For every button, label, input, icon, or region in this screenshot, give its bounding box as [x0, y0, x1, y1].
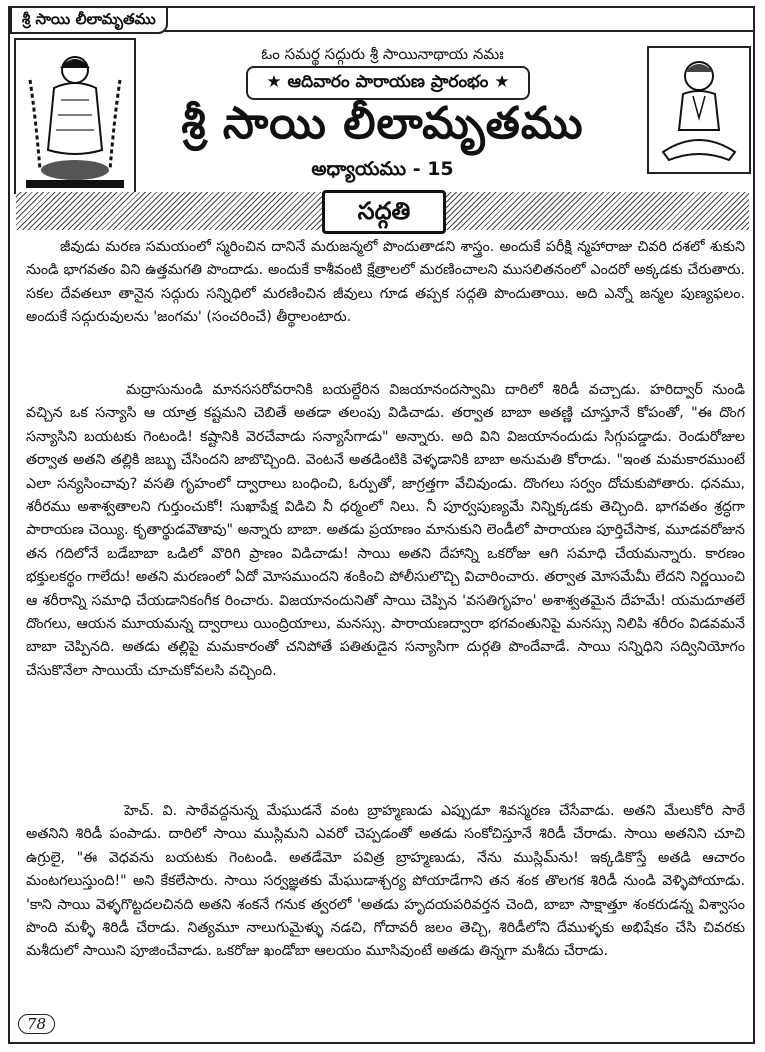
page-number: 78 — [18, 1014, 55, 1034]
parayana-banner: ★ ఆదివారం పారాయణ ప్రారంభం ★ — [246, 66, 530, 100]
body-paragraph-3 — [26, 800, 745, 964]
paragraph-text: హెచ్. వి. సాఠేవద్దనున్న మేఘుడనే వంట బ్రాహ్మణుడు ఎప్పుడూ శివస్మరణ చేసేవాడు. అతని మేలుకోరి సాఠే అతనిని శిరిడీ పంపాడు. దారిలో సాయి ముస్లిమని ఎవరో చెప్పడంతో అతడు సంకోచిస్తూనే శిరిడీ చేరాడు. సాయి అతనిని చూచి ఉగ్రులై, "ఈ వెధవను బయటకు గెంటండి. అతడేమో పవిత్ర బ్రాహ్మణుడు, నేను ముస్లిమ్‌ను! ఇక్కడికొస్తే అతడి ఆచారం మంటగలుస్తుంది!" అని కేకలేసారు. సాయి సర్వజ్ఞతకు మేఘుడాశ్చర్య పోయాడేగాని తన శంక తొలగక శిరిడీ నుండి వెళ్ళిపోయాడు. 'కాని సాయి వెళ్ళగొట్టదలచినది అతని శంకనే గనుక త్వరలో 'అతడు హృదయపరివర్తన చెంది, బాబా సాక్షాత్తూ శంకరుడన్న విశ్వాసం పొంది మళ్ళీ శిరిడీ చేరాడు. నిత్యమూ నాలుగుమైళ్ళు నడచి, గోదావరీ జలం తెచ్చి, శిరిడీలోని దేముళ్ళకు అభిషేకం చేసి చివరకు మశీదులో సాయిని పూజించేవాడు. ఒకరోజు ఖండోబా ఆలయం మూసివుంటే అతడు తిన్నగా మశీదు చేరాడు. — [26, 803, 745, 960]
body-paragraph-2 — [26, 379, 745, 683]
section-title: సద్గతి — [322, 190, 446, 234]
paragraph-text: జీవుడు మరణ సమయంలో స్మరించిన దానినే మరుజన్మలో పొందుతాడని శాస్త్రం. అందుకే పరీక్షి న్మహారాజు చివరి దశలో శుకుని నుండి భాగవతం విని ఉత్తమగతి పొందాడు. అందుకే కాశీవంటి క్షేత్రాలలో మరణించాలని ముసలితనంలో ఎందరో అక్కడకు చేరుతారు. సకల దేవతలూ తానైన సద్గురు సన్నిధిలో మరణించిన జీవులు గూడ తప్పక సద్గతి పొందుతాయి. అది ఎన్నో జన్మల పుణ్యఫలం. అందుకే సద్గురువులను 'జంగమ' (సంచరించే) తీర్థాలంటారు. — [26, 239, 745, 326]
chapter-heading: అధ్యాయము - 15 — [311, 158, 454, 180]
running-title: శ్రీ సాయి లీలామృతము — [10, 6, 168, 34]
page-title: శ్రీ సాయి లీలామృతము — [181, 98, 584, 149]
body-paragraph-1 — [26, 236, 745, 330]
paragraph-text: మద్రాసునుండి మానససరోవరానికి బయల్దేరిన విజయానందస్వామి దారిలో శిరిడీ వచ్చాడు. హరిద్వార్ నుండి వచ్చిన ఒక సన్యాసి ఆ యాత్ర కష్టమని చెబితే అతడా తలంపు విడిచాడు. తర్వాత బాబా అతణ్ణి చూస్తూనే కోపంతో, "ఈ దొంగ సన్యాసిని బయటకు గెంటండి! కష్టానికి వెరచేవాడు సన్యాసేగాడు" అన్నారు. అది విని విజయానందుడు సిగ్గుపడ్డాడు. రెండురోజుల తర్వాత అతని తల్లికి జబ్బు చేసిందని జాబొచ్చింది. వెంటనే అతడింటికి వెళ్ళడానికి బాబా అనుమతి కోరాడు. "ఇంత మమకారముంటే ఎలా సన్యసించావు? వసతి గృహంలో ద్వారాలు బంధించి, ఓర్పుతో, జాగ్రత్తగా వేచివుండు. దొంగలు సర్వం దోచుకుపోతారు. ధనము, శరీరము అశాశ్వతాలని గుర్తుంచుకో! సుఖాపేక్ష విడిచి నీ ధర్మంలో నిలు. నీ పూర్వపుణ్యమే నిన్నిక్కడకు తెచ్చింది. భాగవతం శ్రద్ధగా పారాయణ చెయ్యి. కృతార్థుడవౌతావు" అన్నారు బాబా. అతడు ప్రయాణం మానుకుని లెండీలో పారాయణ పూర్తిచేసాక, మూడవరోజున తన గదిలోనే బడేబాబా ఒడిలో వొరిగి ప్రాణం విడిచాడు! సాయి అతని దేహాన్ని ఒకరోజు ఆగి సమాధి చేయమన్నారు. కారణం భక్తులకర్థం గాలేదు! అతని మరణంలో ఏదో మోసముందని శంకించి పోలీసులొచ్చి విచారించారు. తర్వాత మోసమేమీ లేదని నిర్ణయించి ఆ శరీరాన్ని సమాధి చేయడానికంగీక రించారు. విజయానందునితో సాయి చెప్పిన 'వసతిగృహం' అశాశ్వతమైన దేహమే! యమదూతలే దొంగలు, ఆయన మూయమన్న ద్వారాలు యింద్రియాలు, మనస్సు. పారాయణద్వారా భగవంతునిపై మనస్సు నిలిపి శరీరం విడవమనే బాబా చెప్పినది. అతడు తల్లిపై మమకారంతో చనిపోతే పతితుడైన సన్యాసిగా దుర్గతి పొందేవాడే. సాయి సన్నిధిని సద్వినియోగం చేసుకొనేలా సాయియే చూచుకోవలసి వచ్చింది. — [26, 382, 745, 679]
invocation-line: ఓం సమర్థ సద్గురు శ్రీ సాయినాథాయ నమః — [261, 45, 504, 63]
